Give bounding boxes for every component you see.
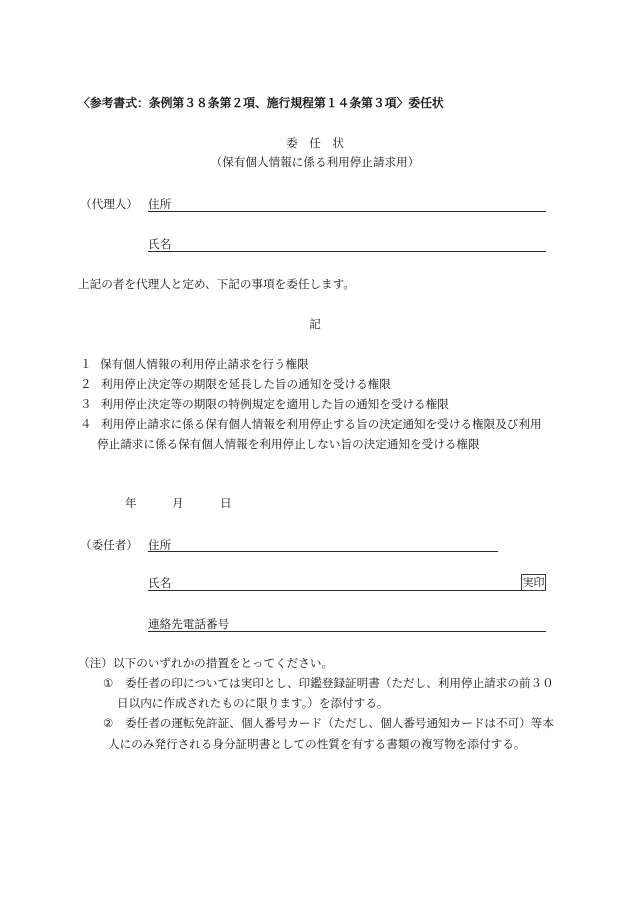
item-text-line: 保有個人情報の利用停止請求を行う権限	[100, 357, 309, 371]
agent-label: （代理人）	[80, 197, 138, 211]
delegator-phone-field-line	[148, 631, 546, 632]
registered-seal-box: 実印	[522, 576, 545, 589]
notes-intro: 以下のいずれかの措置をとってください。	[113, 656, 334, 670]
item-number: ４	[80, 417, 92, 431]
document-subheading: （保有個人情報に係る利用停止請求用）	[210, 155, 420, 169]
delegator-phone-label: 連絡先電話番号	[148, 617, 230, 631]
note-text-line: 人にのみ発行される身分証明書としての性質を有する書類の複写物を添付する。	[108, 737, 526, 751]
date-month-label: 月	[172, 496, 184, 510]
agent-address-field-line	[148, 211, 546, 212]
item-number: ２	[80, 377, 92, 391]
date-year-label: 年	[125, 496, 137, 510]
agent-name-label: 氏名	[148, 237, 172, 251]
note-text-line: 委任者の印については実印とし、印鑑登録証明書（ただし、利用停止請求の前３０	[125, 676, 554, 690]
ki-heading: 記	[309, 317, 321, 331]
delegator-label: （委任者）	[80, 538, 138, 552]
date-day-label: 日	[220, 496, 232, 510]
agent-address-label: 住所	[148, 197, 172, 211]
form-reference-title: 〈参考書式：条例第３８条第２項、施行規程第１４条第３項〉委任状	[78, 96, 444, 110]
note-text-line: 委任者の運転免許証、個人番号カード（ただし、個人番号通知カードは不可）等本	[125, 716, 554, 730]
item-text-line: 停止請求に係る保有個人情報を利用停止しない旨の決定通知を受ける権限	[97, 437, 480, 451]
agent-name-field-line	[148, 251, 546, 252]
item-number: ３	[80, 397, 92, 411]
document-heading: 委 任 状	[286, 136, 344, 150]
delegator-name-field-line	[148, 590, 521, 591]
item-text-line: 利用停止決定等の期限を延長した旨の通知を受ける権限	[101, 377, 391, 391]
note-marker: ②	[103, 716, 114, 730]
delegator-address-field-line	[148, 551, 498, 552]
note-marker: ①	[103, 676, 114, 690]
delegator-address-label: 住所	[148, 538, 172, 552]
delegation-statement: 上記の者を代理人と定め、下記の事項を委任します。	[78, 277, 355, 291]
item-number: １	[80, 357, 92, 371]
delegator-name-label: 氏名	[148, 576, 172, 590]
note-text-line: 日以内に作成されたものに限ります。）を添付する。	[117, 696, 389, 710]
item-text-line: 利用停止決定等の期限の特例規定を適用した旨の通知を受ける権限	[101, 397, 449, 411]
item-text-line: 利用停止請求に係る保有個人情報を利用停止する旨の決定通知を受ける権限及び利用	[101, 417, 542, 431]
notes-label: （注）	[78, 656, 113, 670]
